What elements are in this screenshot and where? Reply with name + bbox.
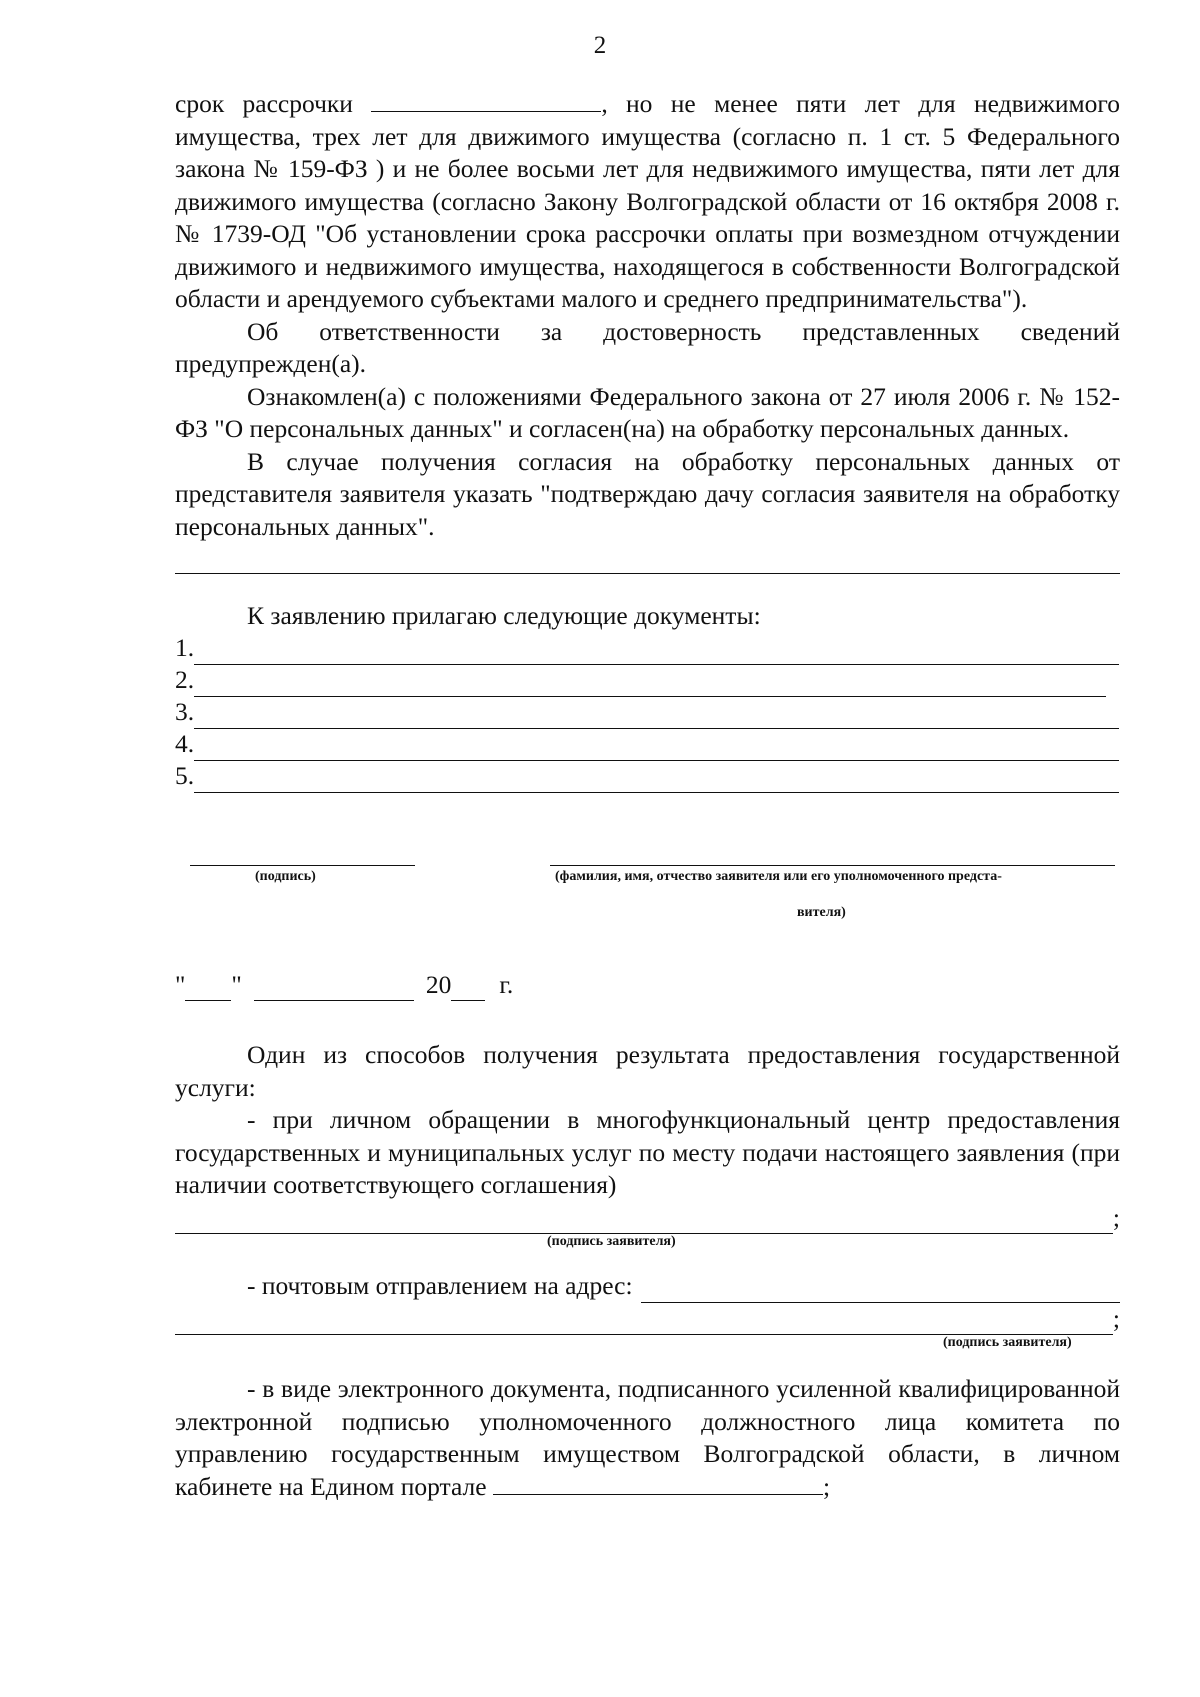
consent-paragraph: В случае получения согласия на обработку персональных данных от представителя заявителя указать "подтверждаю дачу согласия заявителя на обработку персональных данных".	[175, 446, 1120, 541]
installment-line	[175, 88, 1120, 121]
name-caption: (фамилия, имя, отчество заявителя или его уполномоченного предста-	[555, 868, 1002, 884]
electronic-semicolon: ;	[822, 1471, 831, 1501]
installment-rest-line1: , но не менее пяти лет для недвижимого	[601, 89, 1120, 118]
postal-signature-caption: (подпись заявителя)	[943, 1335, 1072, 1350]
attachment-number: 5.	[175, 761, 195, 790]
attachment-number: 3.	[175, 697, 195, 726]
attachment-field[interactable]	[194, 738, 1119, 761]
date-line	[175, 969, 1120, 1002]
date-close-quote: "	[231, 969, 242, 999]
postal-signature-row	[175, 1303, 1120, 1336]
postal-method: - почтовым отправлением на адрес:	[247, 1271, 633, 1300]
attachment-field[interactable]	[194, 706, 1119, 729]
mfc-signature-row	[175, 1202, 1120, 1235]
installment-term-field[interactable]	[371, 89, 601, 112]
applicant-name-field[interactable]	[550, 865, 1115, 866]
date-open-quote: "	[175, 969, 186, 999]
responsibility-paragraph: Об ответственности за достоверность представленных сведений предупрежден(а).	[175, 316, 1120, 378]
day-field[interactable]	[185, 978, 231, 1001]
attachment-item	[175, 633, 1120, 665]
attachment-number: 2.	[175, 665, 195, 694]
postal-signature-field[interactable]	[175, 1314, 1113, 1335]
postal-address-field[interactable]	[641, 1282, 1120, 1303]
installment-paragraph: имущества, трех лет для движимого имущества (согласно п. 1 ст. 5 Федерального закона № 159-ФЗ ) и не более восьми лет для недвижимого имущества, пяти лет для движимого имущества (согласно Закону Волгоградской области от 16 октября 2008 г. № 1739-ОД "Об установлении срока рассрочки оплаты при возмездном отчуждении движимого и недвижимого имущества, находящегося в собственности Волгоградской области и арендуемого субъектами малого и среднего предпринимательства").	[175, 121, 1120, 313]
mfc-semicolon: ;	[1112, 1202, 1120, 1232]
mfc-signature-caption: (подпись заявителя)	[547, 1234, 676, 1249]
attachment-field[interactable]	[194, 642, 1119, 665]
attachment-item	[175, 665, 1120, 697]
signature-field[interactable]	[190, 865, 415, 866]
electronic-method-text: - в виде электронного документа, подписанного усиленной квалифицированной электронной подписью уполномоченного должностного лица комитета по управлению государственным имуществом Волгоградской области, в личном кабинете на Едином портале	[175, 1374, 1120, 1501]
year-prefix: 20	[425, 969, 452, 999]
signature-caption: (подпись)	[255, 868, 316, 884]
familiarized-paragraph: Ознакомлен(а) с положениями Федерального закона от 27 июля 2006 г. № 152-ФЗ "О персональных данных" и согласен(на) на обработку персональных данных.	[175, 381, 1120, 443]
attachment-number: 1.	[175, 633, 195, 662]
attachment-item	[175, 761, 1120, 793]
installment-start: срок рассрочки	[175, 89, 353, 118]
name-caption-continued: вителя)	[797, 904, 846, 920]
mfc-signature-field[interactable]	[175, 1213, 1113, 1234]
page-number: 2	[593, 32, 607, 59]
electronic-method	[175, 1373, 1120, 1503]
attachment-field[interactable]	[194, 770, 1119, 793]
postal-semicolon: ;	[1112, 1303, 1120, 1333]
attachment-item	[175, 697, 1120, 729]
postal-row	[175, 1270, 1120, 1303]
year-field[interactable]	[451, 978, 485, 1001]
document-body	[175, 88, 1120, 1503]
year-suffix: г.	[499, 969, 514, 999]
portal-field[interactable]	[493, 1472, 823, 1495]
attachment-number: 4.	[175, 729, 195, 758]
attachment-item	[175, 729, 1120, 761]
result-methods-intro: Один из способов получения результата предоставления государственной услуги:	[175, 1040, 1120, 1102]
attachment-field[interactable]	[194, 674, 1106, 697]
attachments-list	[175, 633, 1120, 793]
month-field[interactable]	[254, 978, 414, 1001]
signature-block	[175, 865, 1120, 945]
attachments-heading: К заявлению прилагаю следующие документы:	[247, 601, 761, 630]
mfc-method: - при личном обращении в многофункциональный центр предоставления государственных и муниципальных услуг по месту подачи настоящего заявления (при наличии соответствующего соглашения)	[175, 1105, 1120, 1199]
